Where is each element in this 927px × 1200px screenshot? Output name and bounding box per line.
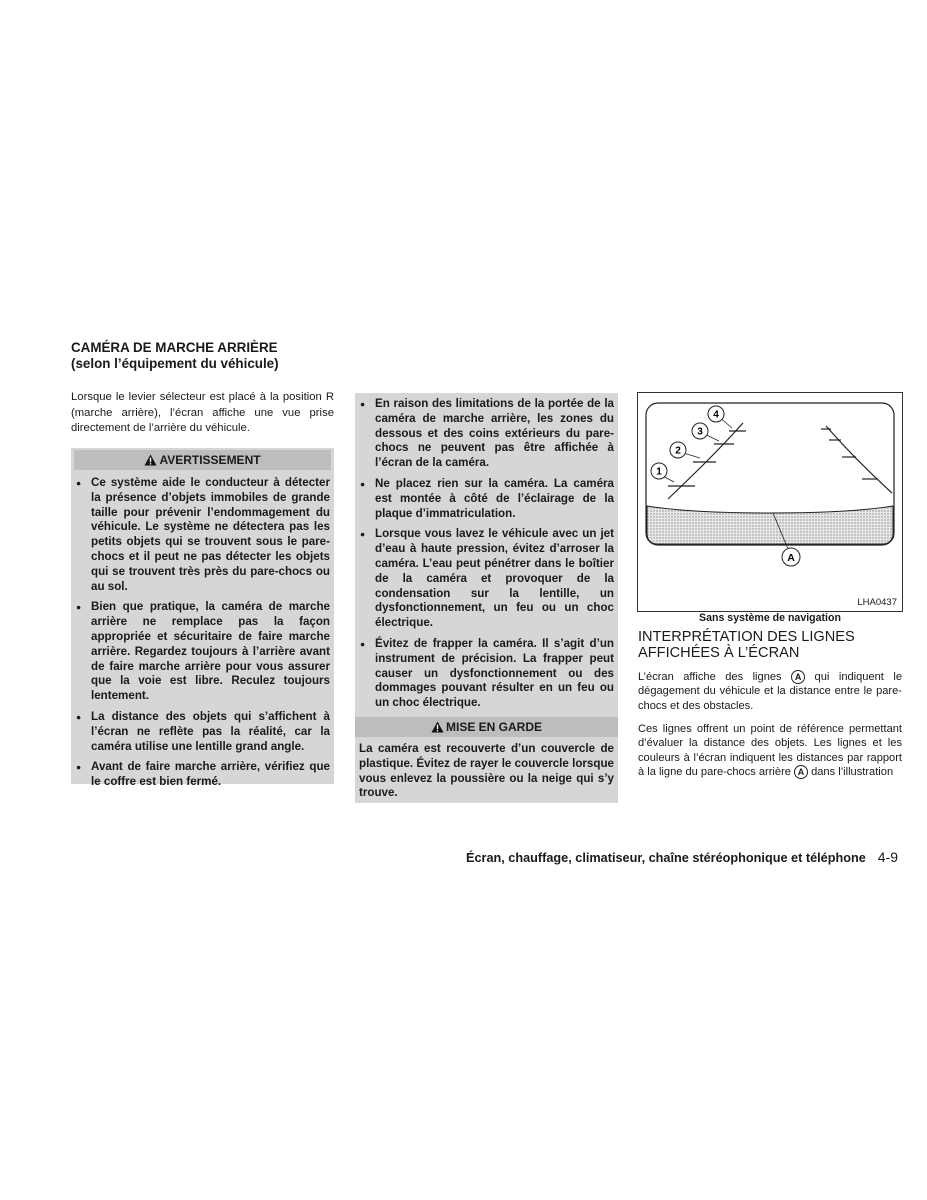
section-title <box>638 629 904 661</box>
right-guide-line <box>826 426 892 493</box>
warning-triangle-icon <box>144 454 157 466</box>
camera-screen-diagram <box>638 393 902 611</box>
list-item: ● Ne placez rien sur la caméra. La caméra est montée à côté de l’éclairage de la plaque d’immatriculation. <box>359 477 614 521</box>
list-item: ● Avant de faire marche arrière, vérifiez que le coffre est bien fermé. <box>75 760 330 790</box>
camera-display-illustration <box>637 392 903 612</box>
intro-paragraph: Lorsque le levier sélecteur est placé à la position R (marche arrière), l’écran affiche une vue prise directement de l’arrière du véhicule. <box>71 391 334 434</box>
callout-a: A <box>787 552 795 564</box>
warning-continued-box <box>355 393 618 803</box>
warning-triangle-icon <box>431 721 444 733</box>
list-item: ● Lorsque vous lavez le véhicule avec un jet d’eau à haute pression, évitez d’arroser la caméra. L’eau peut pénétrer dans le boîtier de la caméra et provoquer de la condensation sur la lentille, un dysfonctionnement, un feu ou un choc électrique. <box>359 527 614 631</box>
section-paragraph-2: Ces lignes offrent un point de référence permettant d’évaluer la distance des objets. Les lignes et les couleurs à l’écran indiquent les distances par rapport à la ligne du pare-chocs arrière A dans l’illustration <box>638 723 902 778</box>
figure-caption: Sans système de navigation <box>699 612 841 624</box>
figure-code: LHA0437 <box>857 597 897 608</box>
warning-list <box>71 470 334 790</box>
caution-title: MISE EN GARDE <box>445 719 542 734</box>
warning-header <box>74 450 331 470</box>
page-number: 4-9 <box>877 849 898 865</box>
ref-a-icon: A <box>794 765 808 779</box>
page-subtitle: (selon l’équipement du véhicule) <box>71 356 279 371</box>
page-title: CAMÉRA DE MARCHE ARRIÈRE <box>71 340 278 355</box>
list-item: ● En raison des limitations de la portée de la caméra de marche arrière, les zones du dessous et des coins extérieurs du pare-chocs ne peuvent pas être affichée à l’écran de la caméra. <box>359 397 614 471</box>
callout-1: 1 <box>656 466 662 478</box>
list-item: ● Évitez de frapper la caméra. Il s’agit d’un instrument de précision. La frapper peut causer un dysfonctionnement ou des dommages pouvant résulter en un feu ou un choc électrique. <box>359 637 614 711</box>
warning-title: AVERTISSEMENT <box>159 453 261 467</box>
caution-header <box>355 717 618 737</box>
caution-text: La caméra est recouverte d’un couvercle de plastique. Évitez de rayer le couvercle lorsque vous enlevez la poussière ou la neige qui s’y trouve. <box>359 741 614 800</box>
warning-continued-list <box>355 393 618 711</box>
page-footer <box>466 849 898 865</box>
section-title-line2: AFFICHÉES À L’ÉCRAN <box>638 645 800 661</box>
section-title-line1: INTERPRÉTATION DES LIGNES <box>638 629 855 645</box>
list-item: ● Bien que pratique, la caméra de marche arrière ne remplace pas la façon appropriée et sécuritaire de faire marche arrière. Regardez toujours à l’arrière avant de faire marche arrière pour vous assurer que la voie est libre. Reculez toujours lentement. <box>75 600 330 704</box>
list-item: ● Ce système aide le conducteur à détecter la présence d’objets immobiles de grande taille pour prévenir l’endommagement du véhicule. Le système ne détectera pas les petits objets qui se trouvent sous le pare-chocs et il peut ne pas détecter les objets qui se trouvent très près du pare-chocs ou au sol. <box>75 476 330 594</box>
callout-4: 4 <box>713 409 719 421</box>
section-heading <box>71 340 341 372</box>
section-paragraph-1: L’écran affiche des lignes A qui indiquent le dégagement du véhicule et la distance entre le pare-chocs et des obstacles. <box>638 671 902 712</box>
warning-box <box>71 448 334 789</box>
bumper-area <box>647 506 893 544</box>
footer-chapter: Écran, chauffage, climatiseur, chaîne stéréophonique et téléphone <box>466 851 866 865</box>
callout-2: 2 <box>675 445 681 457</box>
list-item: ● La distance des objets qui s’affichent à l’écran ne reflète pas la réalité, car la caméra utilise une lentille grand angle. <box>75 710 330 754</box>
callout-3: 3 <box>697 426 703 438</box>
ref-a-icon: A <box>791 670 805 684</box>
